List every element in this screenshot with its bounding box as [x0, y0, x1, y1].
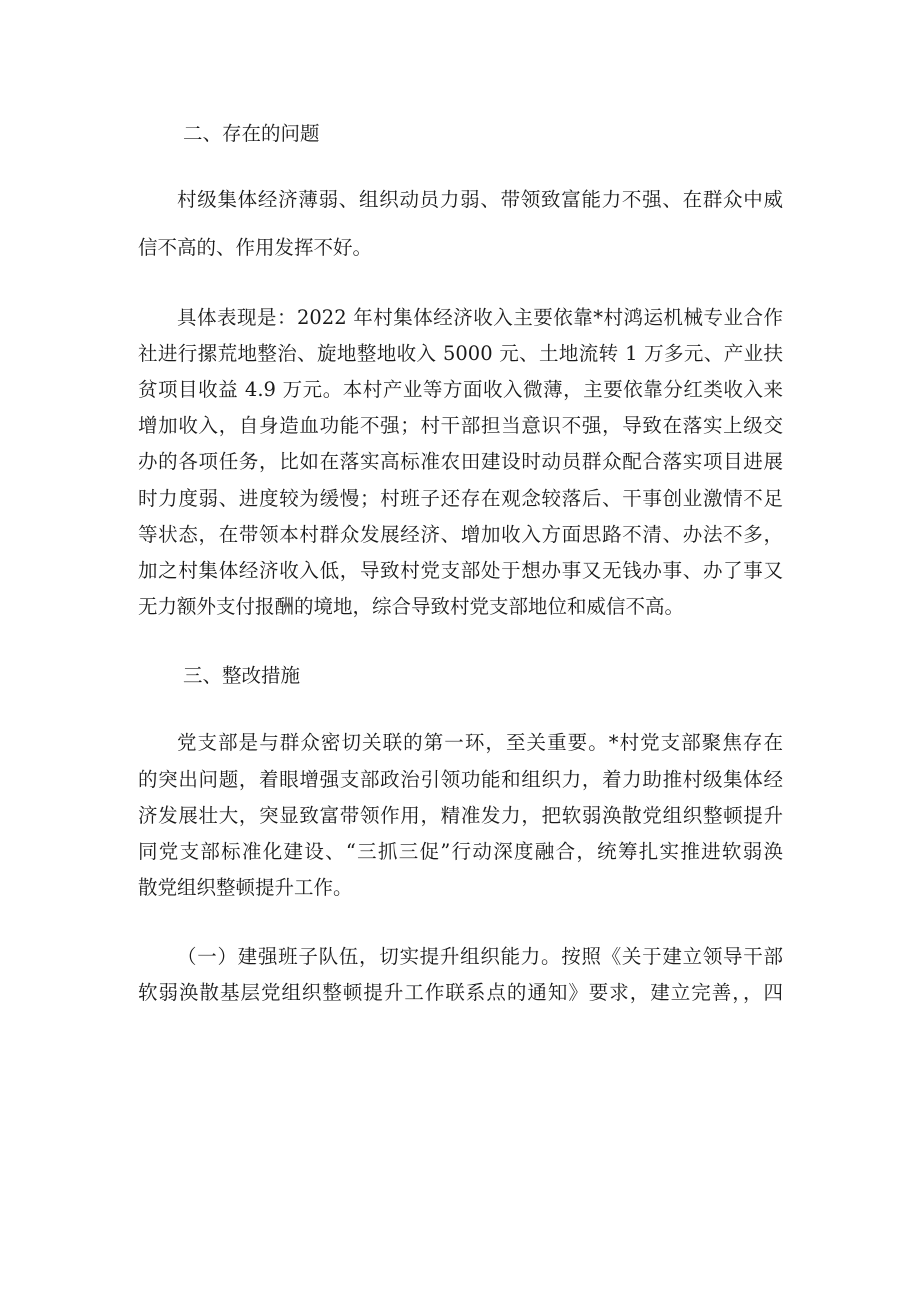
paragraph-line: 软弱涣散基层党组织整顿提升工作联系点的通知》要求，建立完善，，四 [138, 981, 783, 1004]
paragraph-line: 具体表现是：2022 年村集体经济收入主要依靠*村鸿运机械专业合作 [177, 306, 783, 329]
paragraph-line: 增加收入，自身造血功能不强；村干部担当意识不强，导致在落实上级交 [138, 414, 783, 437]
paragraph-line: 散党组织整顿提升工作。 [138, 876, 353, 899]
section-heading-problems: 二、存在的问题 [183, 122, 320, 145]
paragraph-line: （一）建强班子队伍，切实提升组织能力。按照《关于建立领导干部 [177, 945, 783, 968]
paragraph-line: 加之村集体经济收入低，导致村党支部处于想办事又无钱办事、办了事又 [138, 559, 783, 582]
paragraph-line: 党支部是与群众密切关联的第一环，至关重要。*村党支部聚焦存在 [177, 731, 783, 754]
paragraph-line: 等状态，在带领本村群众发展经济、增加收入方面思路不清、办法不多， [138, 523, 783, 546]
paragraph-line: 贫项目收益 4.9 万元。本村产业等方面收入微薄，主要依靠分红类收入来 [138, 378, 783, 401]
paragraph-line: 办的各项任务，比如在落实高标准农田建设时动员群众配合落实项目进展 [138, 450, 783, 473]
paragraph-line: 的突出问题，着眼增强支部政治引领功能和组织力，着力助推村级集体经 [138, 768, 783, 791]
paragraph-line: 村级集体经济薄弱、组织动员力弱、带领致富能力不强、在群众中威 [177, 188, 783, 211]
paragraph-line: 无力额外支付报酬的境地，综合导致村党支部地位和威信不高。 [138, 595, 685, 618]
paragraph-line: 济发展壮大，突显致富带领作用，精准发力，把软弱涣散党组织整顿提升 [138, 804, 783, 827]
section-heading-measures: 三、整改措施 [183, 664, 301, 687]
paragraph-line: 时力度弱、进度较为缓慢；村班子还存在观念较落后、干事创业激情不足 [138, 487, 783, 510]
paragraph-line: 信不高的、作用发挥不好。 [138, 236, 373, 259]
paragraph-line: 同党支部标准化建设、“三抓三促”行动深度融合，统筹扎实推进软弱涣 [138, 840, 783, 863]
paragraph-line: 社进行摞荒地整治、旋地整地收入 5000 元、土地流转 1 万多元、产业扶 [138, 342, 783, 365]
